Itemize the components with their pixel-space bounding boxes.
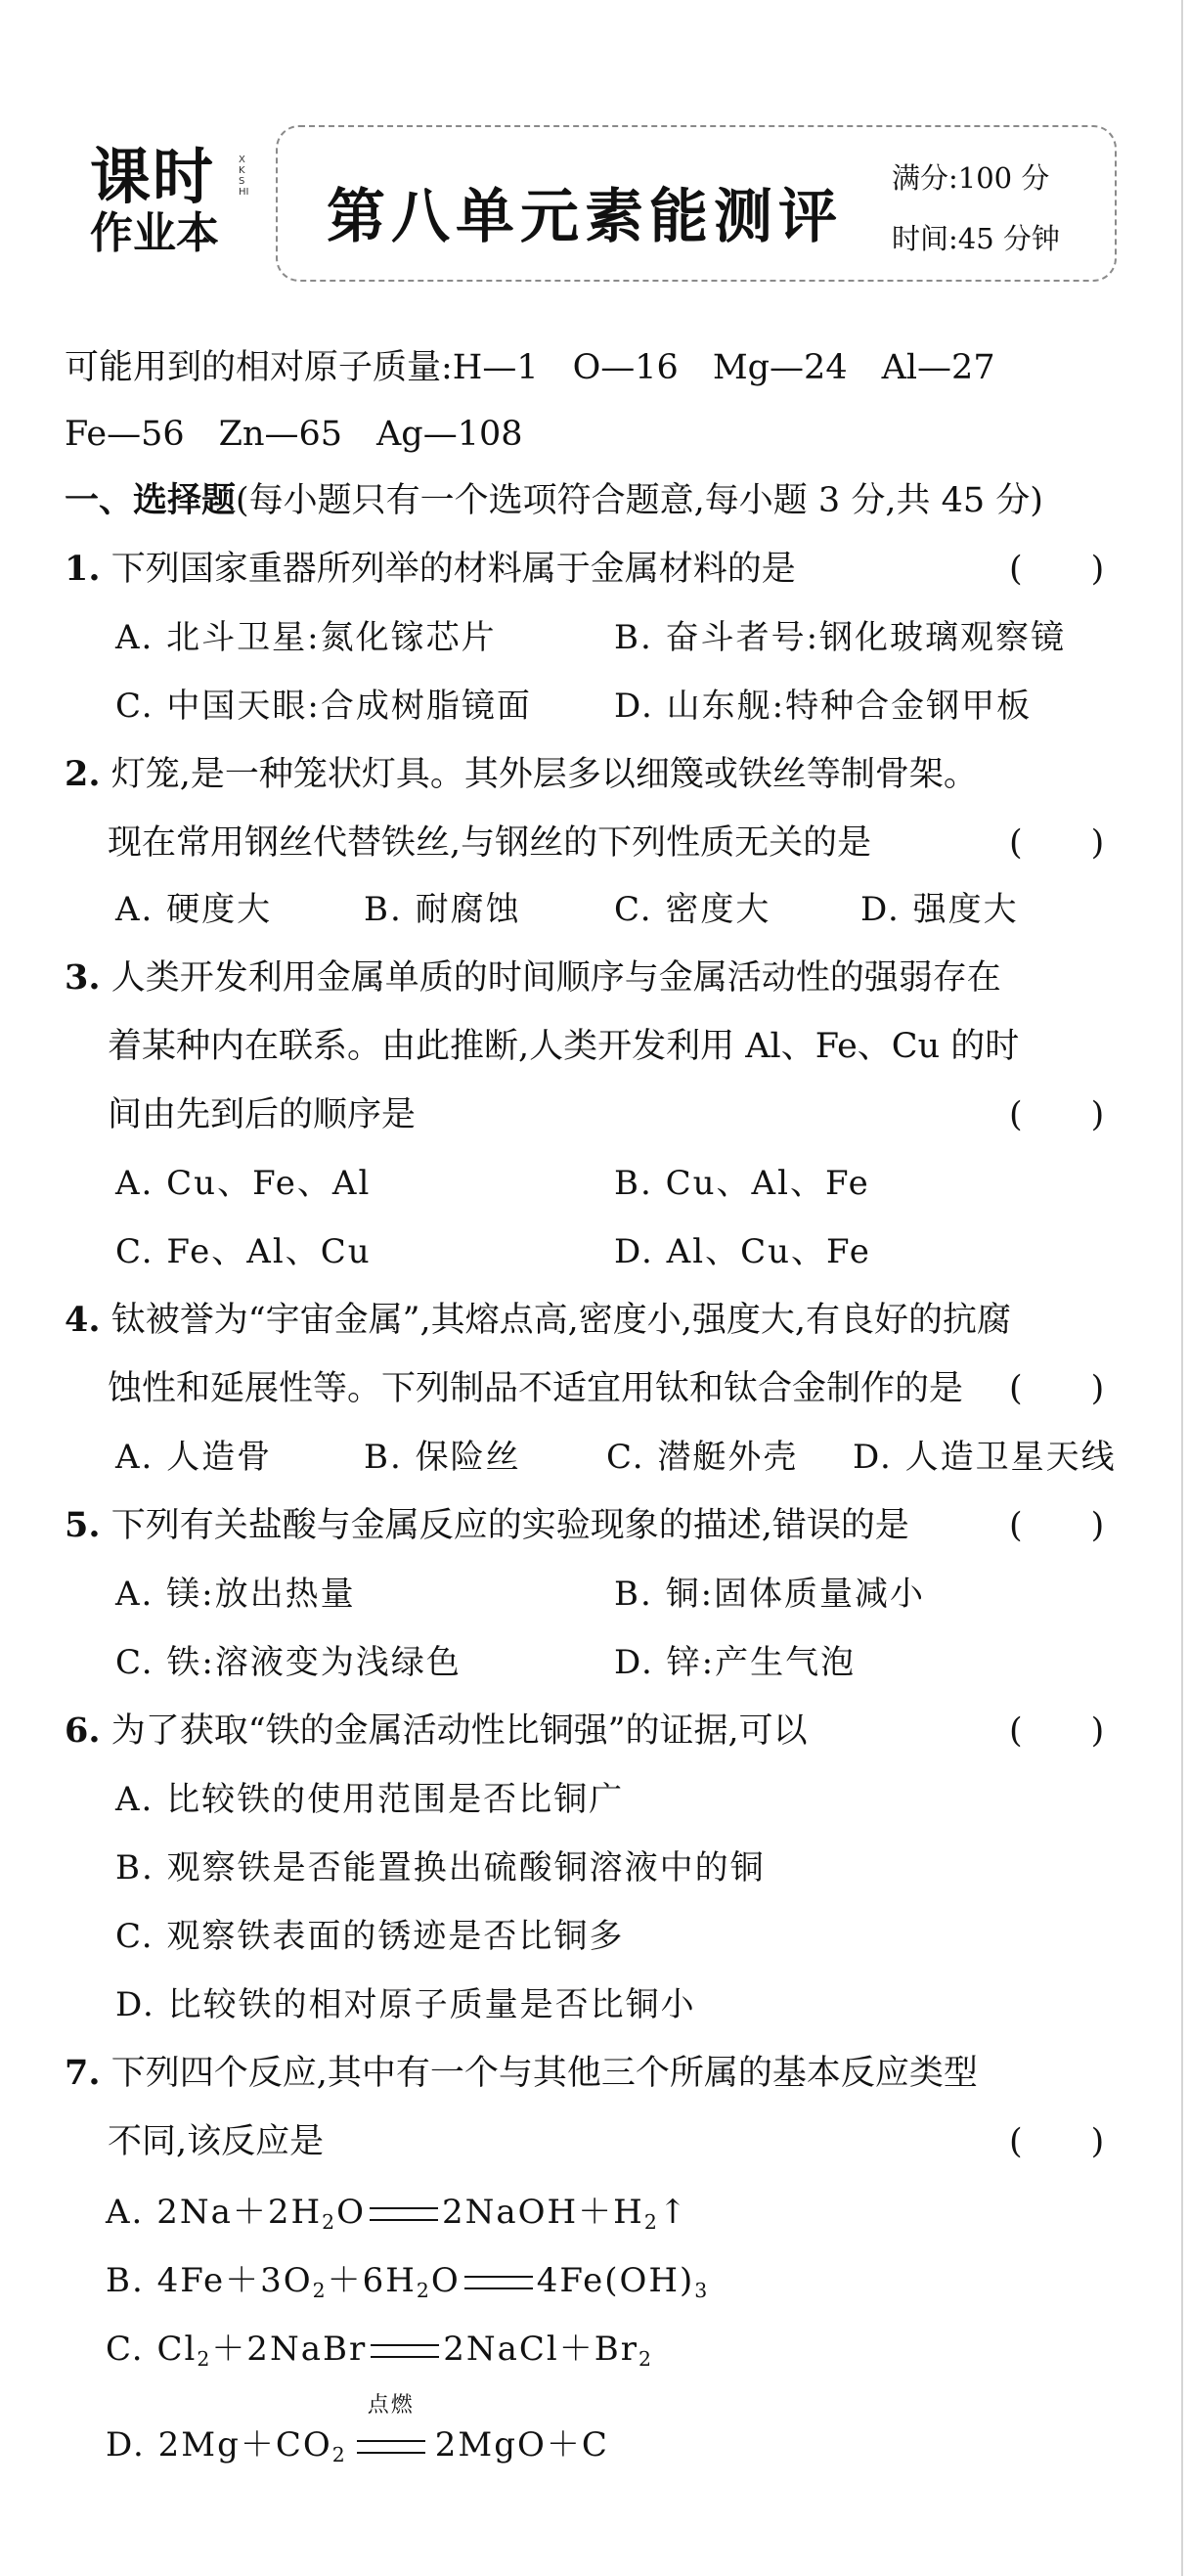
answer-blank: ( ): [1009, 550, 1105, 589]
question-7-stem-1: [65, 2050, 978, 2097]
logo-line2: 作业本: [90, 208, 219, 258]
q2-option-c: C. 密度大: [614, 890, 771, 929]
equation-b: $4Fe+3O_2+6H_2O$ $4Fe(OH)_3$: [156, 2261, 710, 2302]
q6-option-c: C. 观察铁表面的锈迹是否比铜多: [115, 1917, 625, 1956]
q5-option-b: B. 铜:固体质量减小: [614, 1575, 926, 1614]
q1-option-d: D. 山东舰:特种合金钢甲板: [614, 687, 1033, 726]
atomic-mass-line2: Fe—56 Zn—65 Ag—108: [65, 415, 523, 454]
question-text: 钛被誉为“宇宙金属”,其熔点高,密度小,强度大,有良好的抗腐: [110, 1301, 1011, 1340]
section-note: (每小题只有一个选项符合题意,每小题 3 分,共 45 分): [236, 481, 1043, 520]
answer-blank: ( ): [1009, 823, 1105, 863]
question-number: 4.: [65, 1300, 101, 1340]
question-number: 6.: [65, 1710, 101, 1751]
equals-sign: [357, 2440, 425, 2454]
q1-option-a: A. 北斗卫星:氮化镓芯片: [115, 618, 497, 657]
reaction-condition: [347, 2393, 435, 2468]
question-text: 灯笼,是一种笼状灯具。其外层多以细篾或铁丝等制骨架。: [110, 755, 978, 794]
gas-arrow-icon: ↑: [658, 2193, 689, 2232]
question-1-stem: [65, 546, 796, 593]
answer-blank: ( ): [1009, 1506, 1105, 1545]
q2-option-d: D. 强度大: [860, 890, 1019, 929]
q6-option-b: B. 观察铁是否能置换出硫酸铜溶液中的铜: [115, 1848, 766, 1888]
q7-option-b: [106, 2257, 709, 2314]
question-number: 2.: [65, 754, 101, 794]
question-3-stem-3: 间由先到后的顺序是: [108, 1095, 417, 1134]
question-2-stem-2: 现在常用钢丝代替铁丝,与钢丝的下列性质无关的是: [108, 823, 872, 863]
equals-sign: [370, 2207, 438, 2221]
q2-option-b: B. 耐腐蚀: [364, 890, 521, 929]
question-number: 5.: [65, 1505, 101, 1545]
logo: [90, 141, 258, 258]
q7-option-a: [106, 2189, 688, 2245]
condition-text: 点燃: [367, 2393, 415, 2418]
equation-c: $Cl_2+2NaBr$ $2NaCl+Br_2$: [156, 2330, 653, 2371]
question-number: 1.: [65, 549, 101, 589]
question-text: 下列国家重器所列举的材料属于金属材料的是: [110, 550, 796, 589]
q3-option-d: D. Al、Cu、Fe: [614, 1232, 871, 1271]
question-text: 为了获取“铁的金属活动性比铜强”的证据,可以: [110, 1711, 808, 1751]
atomic-mass-line1: 可能用到的相对原子质量:H—1 O—16 Mg—24 Al—27: [65, 348, 995, 387]
q5-option-d: D. 锌:产生气泡: [614, 1643, 857, 1682]
question-2-stem-1: [65, 751, 978, 798]
equals-sign: [371, 2344, 439, 2358]
q6-option-a: A. 比较铁的使用范围是否比铜广: [115, 1780, 625, 1819]
question-3-stem-1: [65, 955, 1001, 1001]
question-6-stem: [65, 1708, 808, 1754]
question-3-stem-2: 着某种内在联系。由此推断,人类开发利用 Al、Fe、Cu 的时: [108, 1027, 1020, 1066]
question-4-stem-2: 蚀性和延展性等。下列制品不适宜用钛和钛合金制作的是: [108, 1369, 964, 1408]
q4-option-d: D. 人造卫星天线: [853, 1438, 1117, 1477]
question-number: 7.: [65, 2053, 101, 2093]
section-heading: [65, 477, 1043, 524]
q4-option-b: B. 保险丝: [364, 1438, 521, 1477]
q7-option-d: [106, 2393, 609, 2478]
question-text: 下列有关盐酸与金属反应的实验现象的描述,错误的是: [110, 1506, 909, 1545]
section-title: 一、选择题: [65, 480, 237, 520]
equation-d: $2Mg+CO_2$ 点燃 2MgO＋C: [157, 2393, 609, 2466]
q1-option-c: C. 中国天眼:合成树脂镜面: [115, 687, 532, 726]
option-label: B.: [106, 2261, 145, 2300]
option-label: C.: [106, 2330, 145, 2369]
q4-option-a: A. 人造骨: [115, 1438, 273, 1477]
q2-option-a: A. 硬度大: [115, 890, 273, 929]
answer-blank: ( ): [1009, 1095, 1105, 1134]
exam-time: 时间:45 分钟: [892, 222, 1060, 255]
full-score: 满分:100 分: [892, 161, 1050, 195]
q4-option-c: C. 潜艇外壳: [606, 1438, 799, 1477]
q7-option-c: [106, 2326, 653, 2382]
q5-option-c: C. 铁:溶液变为浅绿色: [115, 1643, 462, 1682]
logo-line1: 课时: [90, 141, 216, 212]
logo-side-text: XKSHI: [239, 155, 249, 198]
question-text: 下列四个反应,其中有一个与其他三个所属的基本反应类型: [110, 2054, 978, 2093]
question-4-stem-1: [65, 1297, 1011, 1344]
page-edge-rule: [1181, 0, 1183, 2576]
question-number: 3.: [65, 957, 101, 998]
question-text: 人类开发利用金属单质的时间顺序与金属活动性的强弱存在: [110, 958, 1001, 998]
option-label: D.: [106, 2425, 146, 2465]
answer-blank: ( ): [1009, 1369, 1105, 1408]
question-7-stem-2: 不同,该反应是: [108, 2122, 325, 2161]
equals-sign: [464, 2276, 533, 2289]
answer-blank: ( ): [1009, 2122, 1105, 2161]
equation-a: $2Na+2H_2O$ $2NaOH+H_2↑$: [156, 2193, 688, 2232]
q3-option-a: A. Cu、Fe、Al: [115, 1164, 372, 1203]
page-title: 第八单元素能测评: [327, 183, 843, 251]
q3-option-b: B. Cu、Al、Fe: [614, 1164, 870, 1203]
q1-option-b: B. 奋斗者号:钢化玻璃观察镜: [614, 618, 1067, 657]
answer-blank: ( ): [1009, 1711, 1105, 1751]
question-5-stem: [65, 1502, 909, 1549]
q3-option-c: C. Fe、Al、Cu: [115, 1232, 372, 1271]
q5-option-a: A. 镁:放出热量: [115, 1575, 356, 1614]
option-label: A.: [106, 2193, 145, 2232]
q6-option-d: D. 比较铁的相对原子质量是否比铜小: [115, 1985, 696, 2024]
